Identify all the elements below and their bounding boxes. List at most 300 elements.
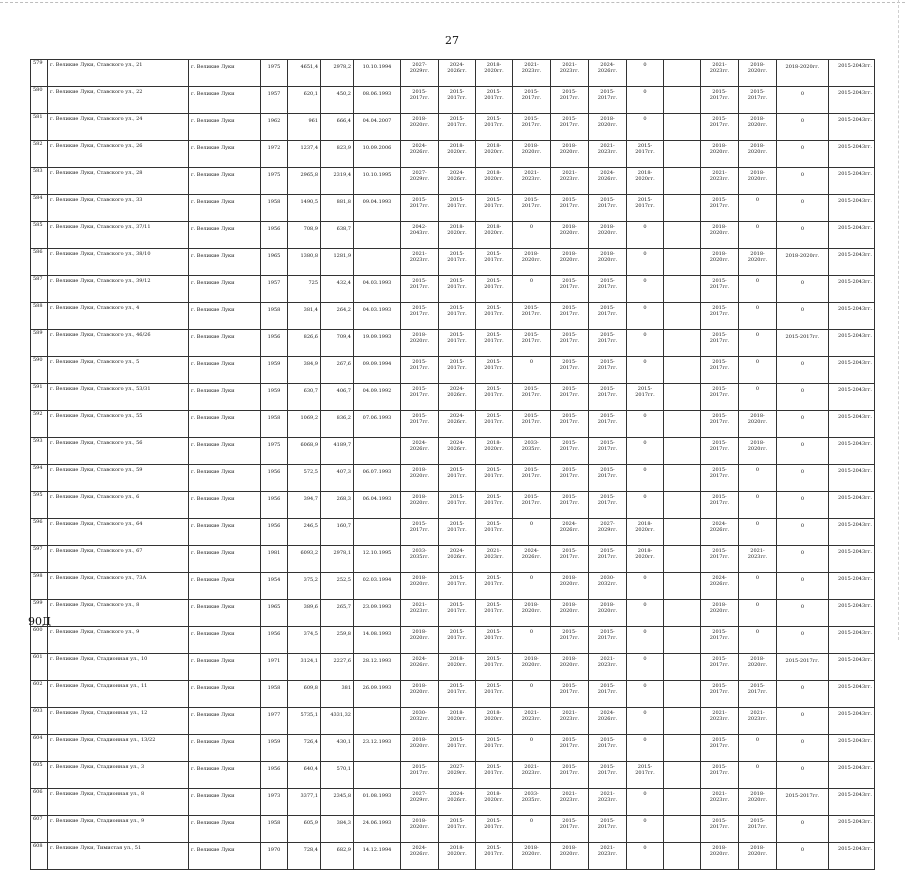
period-cell: 2018-2020гг. (739, 249, 777, 276)
city-cell: г. Великие Луки (189, 573, 261, 600)
period-cell: 2021-2023гг. (701, 60, 739, 87)
total-area-cell: 708,9 (288, 222, 321, 249)
total-period-cell: 2015-2043гг. (829, 114, 875, 141)
period-cell: 2015-2017гг. (401, 519, 439, 546)
address-cell: г. Великие Луки, Ставского ул., 53/31 (48, 384, 189, 411)
period-cell (664, 573, 701, 600)
period-cell: 2015-2017гг. (589, 195, 627, 222)
period-cell: 0 (739, 465, 777, 492)
period-cell: 2015-2017гг. (551, 546, 589, 573)
period-cell: 2030-2032гг. (589, 573, 627, 600)
city-cell: г. Великие Луки (189, 114, 261, 141)
period-cell (664, 816, 701, 843)
living-area-cell: 406,7 (321, 384, 354, 411)
living-area-cell: 430,1 (321, 735, 354, 762)
address-cell: г. Великие Луки, Ставского ул., 5 (48, 357, 189, 384)
period-cell: 0 (627, 465, 664, 492)
period-cell: 2015-2017гг. (439, 249, 476, 276)
period-cell: 2015-2017гг. (551, 465, 589, 492)
city-cell: г. Великие Луки (189, 357, 261, 384)
period-cell: 0 (777, 141, 829, 168)
period-cell: 2015-2017гг. (439, 357, 476, 384)
period-cell: 2015-2017гг. (439, 87, 476, 114)
period-cell: 2015-2017гг. (551, 735, 589, 762)
period-cell: 2018-2020гг. (739, 843, 777, 870)
table-row (31, 276, 875, 303)
total-period-cell: 2015-2043гг. (829, 600, 875, 627)
period-cell: 2021-2023гг. (551, 168, 589, 195)
period-cell: 0 (739, 519, 777, 546)
total-period-cell: 2015-2043гг. (829, 222, 875, 249)
period-cell (664, 276, 701, 303)
period-cell (664, 519, 701, 546)
city-cell: г. Великие Луки (189, 168, 261, 195)
city-cell: г. Великие Луки (189, 816, 261, 843)
period-cell: 2015-2017гг. (551, 438, 589, 465)
total-period-cell: 2015-2043гг. (829, 141, 875, 168)
total-area-cell: 5735,1 (288, 708, 321, 735)
table-row (31, 492, 875, 519)
period-cell: 2027-2029гг. (589, 519, 627, 546)
city-cell: г. Великие Луки (189, 843, 261, 870)
period-cell: 2018-2020гг. (476, 708, 513, 735)
period-cell: 2033-2035гг. (401, 546, 439, 573)
period-cell: 2015-2017гг. (513, 330, 551, 357)
period-cell: 2018-2020гг. (476, 789, 513, 816)
build-year-cell: 1975 (261, 438, 288, 465)
build-year-cell: 1970 (261, 843, 288, 870)
living-area-cell: 823,9 (321, 141, 354, 168)
total-area-cell: 6068,9 (288, 438, 321, 465)
period-cell: 2024-2026гг. (439, 411, 476, 438)
period-cell: 2018-2020гг. (551, 843, 589, 870)
period-cell: 2027-2029гг. (401, 168, 439, 195)
period-cell: 2015-2017гг. (551, 357, 589, 384)
period-cell: 0 (627, 492, 664, 519)
table-row (31, 249, 875, 276)
period-cell: 0 (739, 357, 777, 384)
build-year-cell: 1956 (261, 492, 288, 519)
total-area-cell: 374,5 (288, 627, 321, 654)
period-cell: 2015-2017гг. (476, 465, 513, 492)
period-cell: 2015-2017гг. (439, 573, 476, 600)
period-cell: 0 (777, 708, 829, 735)
living-area-cell: 570,1 (321, 762, 354, 789)
build-year-cell: 1973 (261, 789, 288, 816)
table-row (31, 411, 875, 438)
period-cell (664, 87, 701, 114)
table-row (31, 60, 875, 87)
total-area-cell: 375,2 (288, 573, 321, 600)
living-area-cell: 2345,8 (321, 789, 354, 816)
living-area-cell: 259,8 (321, 627, 354, 654)
total-area-cell: 609,8 (288, 681, 321, 708)
city-cell: г. Великие Луки (189, 60, 261, 87)
date-cell: 10.09.2006 (354, 141, 401, 168)
period-cell (664, 141, 701, 168)
period-cell: 2018-2020гг. (513, 141, 551, 168)
total-area-cell: 384,9 (288, 357, 321, 384)
period-cell: 2018-2020гг. (627, 168, 664, 195)
total-area-cell: 1490,5 (288, 195, 321, 222)
address-cell: г. Великие Луки, Стадионная ул., 12 (48, 708, 189, 735)
table-row (31, 600, 875, 627)
date-cell: 19.09.1993 (354, 330, 401, 357)
total-period-cell: 2015-2043гг. (829, 60, 875, 87)
footer-mark: 90Д (28, 615, 51, 628)
date-cell: 23.12.1993 (354, 735, 401, 762)
period-cell: 0 (739, 330, 777, 357)
period-cell: 2021-2023гг. (513, 60, 551, 87)
build-year-cell: 1981 (261, 546, 288, 573)
period-cell: 2015-2017гг. (701, 330, 739, 357)
total-area-cell: 2965,8 (288, 168, 321, 195)
period-cell: 2018-2020гг. (701, 600, 739, 627)
period-cell: 2018-2020гг. (701, 141, 739, 168)
period-cell: 2018-2020гг. (551, 222, 589, 249)
period-cell: 2015-2017гг. (701, 654, 739, 681)
period-cell: 2015-2017гг. (551, 681, 589, 708)
table-row (31, 330, 875, 357)
total-period-cell: 2015-2043гг. (829, 465, 875, 492)
period-cell: 0 (777, 168, 829, 195)
row-number: 582 (31, 141, 48, 168)
period-cell: 2015-2017гг. (551, 411, 589, 438)
period-cell: 2021-2023гг. (701, 789, 739, 816)
period-cell: 2015-2017гг. (551, 330, 589, 357)
build-year-cell: 1954 (261, 573, 288, 600)
date-cell: 06.07.1993 (354, 465, 401, 492)
period-cell: 2015-2017гг. (551, 384, 589, 411)
period-cell: 2018-2020гг. (739, 654, 777, 681)
date-cell: 24.06.1993 (354, 816, 401, 843)
period-cell: 2018-2020гг. (476, 222, 513, 249)
period-cell: 2015-2017гг. (701, 114, 739, 141)
address-cell: г. Великие Луки, Ставского ул., 22 (48, 87, 189, 114)
total-area-cell: 826,6 (288, 330, 321, 357)
period-cell: 0 (513, 627, 551, 654)
period-cell: 2018-2020гг. (401, 465, 439, 492)
period-cell: 2015-2017гг. (401, 276, 439, 303)
period-cell: 2018-2020гг. (401, 735, 439, 762)
address-cell: г. Великие Луки, Стадионная ул., 13/22 (48, 735, 189, 762)
period-cell: 0 (777, 222, 829, 249)
total-area-cell: 961 (288, 114, 321, 141)
total-area-cell: 394,7 (288, 492, 321, 519)
period-cell: 2018-2020гг. (513, 600, 551, 627)
period-cell: 0 (513, 816, 551, 843)
period-cell: 2015-2017гг. (589, 411, 627, 438)
total-period-cell: 2015-2043гг. (829, 816, 875, 843)
date-cell: 04.03.1993 (354, 276, 401, 303)
period-cell: 2018-2020гг. (627, 546, 664, 573)
period-cell: 2015-2017гг. (439, 465, 476, 492)
period-cell: 2018-2020гг. (439, 654, 476, 681)
city-cell: г. Великие Луки (189, 87, 261, 114)
period-cell: 2015-2017гг. (589, 87, 627, 114)
period-cell: 2015-2017гг. (476, 492, 513, 519)
table-row (31, 384, 875, 411)
total-period-cell: 2015-2043гг. (829, 627, 875, 654)
table-row (31, 87, 875, 114)
period-cell: 2015-2017гг. (513, 87, 551, 114)
period-cell: 2018-2020гг. (589, 114, 627, 141)
row-number: 601 (31, 654, 48, 681)
build-year-cell: 1958 (261, 195, 288, 222)
period-cell: 2021-2023гг. (513, 168, 551, 195)
period-cell: 2018-2020гг. (551, 249, 589, 276)
period-cell: 2024-2026гг. (439, 60, 476, 87)
build-year-cell: 1957 (261, 87, 288, 114)
period-cell: 2015-2017гг. (439, 681, 476, 708)
period-cell: 2018-2020гг. (513, 654, 551, 681)
period-cell (664, 627, 701, 654)
period-cell: 2018-2020гг. (739, 438, 777, 465)
period-cell: 0 (739, 627, 777, 654)
period-cell: 2015-2017гг. (439, 519, 476, 546)
period-cell: 0 (739, 735, 777, 762)
address-cell: г. Великие Луки, Ставского ул., 37/11 (48, 222, 189, 249)
date-cell: 23.09.1993 (354, 600, 401, 627)
period-cell: 0 (777, 465, 829, 492)
city-cell: г. Великие Луки (189, 249, 261, 276)
period-cell: 2015-2017гг. (476, 411, 513, 438)
period-cell: 2018-2020гг. (589, 600, 627, 627)
period-cell: 2015-2017гг. (476, 762, 513, 789)
period-cell: 2015-2017гг. (589, 276, 627, 303)
period-cell: 0 (513, 357, 551, 384)
period-cell: 2015-2017гг. (701, 492, 739, 519)
period-cell: 2021-2023гг. (589, 843, 627, 870)
period-cell: 2015-2017гг. (476, 384, 513, 411)
date-cell (354, 222, 401, 249)
period-cell: 0 (739, 762, 777, 789)
row-number: 603 (31, 708, 48, 735)
row-number: 584 (31, 195, 48, 222)
period-cell: 2015-2017гг. (777, 789, 829, 816)
period-cell (664, 249, 701, 276)
row-number: 585 (31, 222, 48, 249)
period-cell: 2018-2020гг. (551, 141, 589, 168)
period-cell (664, 789, 701, 816)
scan-edge-top (0, 2, 905, 3)
address-cell: г. Великие Луки, Стадионная ул., 3 (48, 762, 189, 789)
period-cell: 2018-2020гг. (551, 654, 589, 681)
address-cell: г. Великие Луки, Ставского ул., 28 (48, 168, 189, 195)
period-cell: 2015-2017гг. (701, 195, 739, 222)
period-cell: 2015-2017гг. (701, 546, 739, 573)
build-year-cell: 1956 (261, 762, 288, 789)
housing-register-table (30, 59, 875, 870)
total-period-cell: 2015-2043гг. (829, 357, 875, 384)
build-year-cell: 1956 (261, 330, 288, 357)
period-cell: 0 (777, 411, 829, 438)
period-cell: 0 (777, 195, 829, 222)
period-cell: 2015-2017гг. (476, 519, 513, 546)
period-cell: 0 (627, 87, 664, 114)
period-cell: 0 (513, 276, 551, 303)
period-cell (664, 492, 701, 519)
period-cell (664, 438, 701, 465)
address-cell: г. Великие Луки, Ставского ул., 73А (48, 573, 189, 600)
period-cell: 2015-2017гг. (439, 114, 476, 141)
date-cell: 04.04.2007 (354, 114, 401, 141)
period-cell: 0 (777, 816, 829, 843)
total-area-cell: 389,6 (288, 600, 321, 627)
period-cell: 0 (739, 276, 777, 303)
period-cell: 2018-2020гг. (401, 114, 439, 141)
period-cell: 2015-2017гг. (551, 87, 589, 114)
period-cell: 2015-2017гг. (589, 681, 627, 708)
total-period-cell: 2015-2043гг. (829, 735, 875, 762)
date-cell (354, 762, 401, 789)
period-cell (664, 195, 701, 222)
period-cell: 2015-2017гг. (739, 816, 777, 843)
period-cell: 2018-2020гг. (589, 222, 627, 249)
living-area-cell: 2978,1 (321, 546, 354, 573)
living-area-cell: 384,3 (321, 816, 354, 843)
period-cell: 2015-2017гг. (513, 384, 551, 411)
period-cell: 2015-2017гг. (589, 546, 627, 573)
period-cell: 0 (777, 492, 829, 519)
period-cell: 0 (777, 600, 829, 627)
period-cell: 2015-2017гг. (701, 627, 739, 654)
period-cell: 2018-2020гг. (401, 681, 439, 708)
period-cell: 2015-2017гг. (701, 411, 739, 438)
total-area-cell: 4651,4 (288, 60, 321, 87)
period-cell: 2015-2017гг. (513, 303, 551, 330)
period-cell: 0 (627, 735, 664, 762)
build-year-cell: 1962 (261, 114, 288, 141)
living-area-cell: 4331,32 (321, 708, 354, 735)
table-row (31, 789, 875, 816)
city-cell: г. Великие Луки (189, 546, 261, 573)
period-cell: 2015-2017гг. (513, 411, 551, 438)
period-cell: 2015-2017гг. (476, 87, 513, 114)
build-year-cell: 1956 (261, 222, 288, 249)
period-cell: 2015-2017гг. (439, 195, 476, 222)
date-cell (354, 438, 401, 465)
period-cell: 2015-2017гг. (589, 438, 627, 465)
period-cell: 0 (777, 438, 829, 465)
total-area-cell: 3377,1 (288, 789, 321, 816)
build-year-cell: 1975 (261, 60, 288, 87)
city-cell: г. Великие Луки (189, 681, 261, 708)
period-cell (664, 708, 701, 735)
row-number: 608 (31, 843, 48, 870)
build-year-cell: 1956 (261, 519, 288, 546)
period-cell: 2015-2017гг. (589, 303, 627, 330)
table-row (31, 708, 875, 735)
period-cell: 2021-2023гг. (551, 708, 589, 735)
date-cell: 09.09.1994 (354, 357, 401, 384)
period-cell: 2015-2017гг. (589, 627, 627, 654)
build-year-cell: 1959 (261, 384, 288, 411)
city-cell: г. Великие Луки (189, 708, 261, 735)
period-cell: 2015-2017гг. (439, 303, 476, 330)
table-row (31, 357, 875, 384)
period-cell: 2018-2020гг. (476, 168, 513, 195)
date-cell: 07.06.1993 (354, 411, 401, 438)
period-cell: 2015-2017гг. (589, 465, 627, 492)
period-cell: 2021-2023гг. (513, 762, 551, 789)
period-cell: 2021-2023гг. (739, 708, 777, 735)
city-cell: г. Великие Луки (189, 600, 261, 627)
period-cell: 2015-2017гг. (476, 843, 513, 870)
row-number: 602 (31, 681, 48, 708)
period-cell: 2015-2017гг. (627, 141, 664, 168)
table-row (31, 519, 875, 546)
date-cell: 28.12.1993 (354, 654, 401, 681)
total-period-cell: 2015-2043гг. (829, 492, 875, 519)
period-cell: 0 (627, 330, 664, 357)
period-cell: 0 (739, 222, 777, 249)
address-cell: г. Великие Луки, Ставского ул., 64 (48, 519, 189, 546)
total-period-cell: 2015-2043гг. (829, 411, 875, 438)
address-cell: г. Великие Луки, Ставского ул., 26 (48, 141, 189, 168)
total-area-cell: 726,4 (288, 735, 321, 762)
period-cell: 2015-2017гг. (513, 465, 551, 492)
period-cell: 2018-2020гг. (476, 141, 513, 168)
period-cell: 0 (777, 735, 829, 762)
living-area-cell: 432,4 (321, 276, 354, 303)
period-cell: 2015-2017гг. (701, 357, 739, 384)
period-cell: 2015-2017гг. (401, 195, 439, 222)
period-cell: 2015-2017гг. (476, 276, 513, 303)
period-cell: 2042-2043гг. (401, 222, 439, 249)
date-cell: 26.09.1993 (354, 681, 401, 708)
period-cell: 2018-2020гг. (589, 249, 627, 276)
row-number: 600 (31, 627, 48, 654)
period-cell (664, 654, 701, 681)
date-cell: 06.04.1993 (354, 492, 401, 519)
period-cell: 0 (739, 573, 777, 600)
total-period-cell: 2015-2043гг. (829, 87, 875, 114)
living-area-cell: 450,2 (321, 87, 354, 114)
period-cell (664, 411, 701, 438)
table-row (31, 843, 875, 870)
period-cell: 2024-2026гг. (701, 519, 739, 546)
row-number: 606 (31, 789, 48, 816)
build-year-cell: 1972 (261, 141, 288, 168)
period-cell: 2024-2026гг. (401, 141, 439, 168)
page-number: 27 (445, 34, 459, 47)
row-number: 598 (31, 573, 48, 600)
living-area-cell: 4189,7 (321, 438, 354, 465)
period-cell: 2015-2017гг. (476, 195, 513, 222)
period-cell: 2018-2020гг. (439, 222, 476, 249)
period-cell: 2015-2017гг. (627, 384, 664, 411)
period-cell: 2024-2026гг. (439, 384, 476, 411)
period-cell: 0 (627, 303, 664, 330)
period-cell: 2021-2023гг. (551, 789, 589, 816)
address-cell: г. Великие Луки, Ставского ул., 9 (48, 627, 189, 654)
period-cell: 2015-2017гг. (701, 735, 739, 762)
period-cell: 2018-2020гг. (476, 60, 513, 87)
period-cell: 2015-2017гг. (476, 357, 513, 384)
period-cell (664, 60, 701, 87)
period-cell: 2024-2026гг. (439, 789, 476, 816)
period-cell: 0 (627, 843, 664, 870)
period-cell: 2015-2017гг. (476, 816, 513, 843)
date-cell: 09.04.1993 (354, 195, 401, 222)
period-cell: 0 (739, 303, 777, 330)
table-row (31, 114, 875, 141)
total-period-cell: 2015-2043гг. (829, 438, 875, 465)
city-cell: г. Великие Луки (189, 195, 261, 222)
period-cell: 2018-2020гг. (439, 708, 476, 735)
period-cell: 2015-2017гг. (439, 735, 476, 762)
